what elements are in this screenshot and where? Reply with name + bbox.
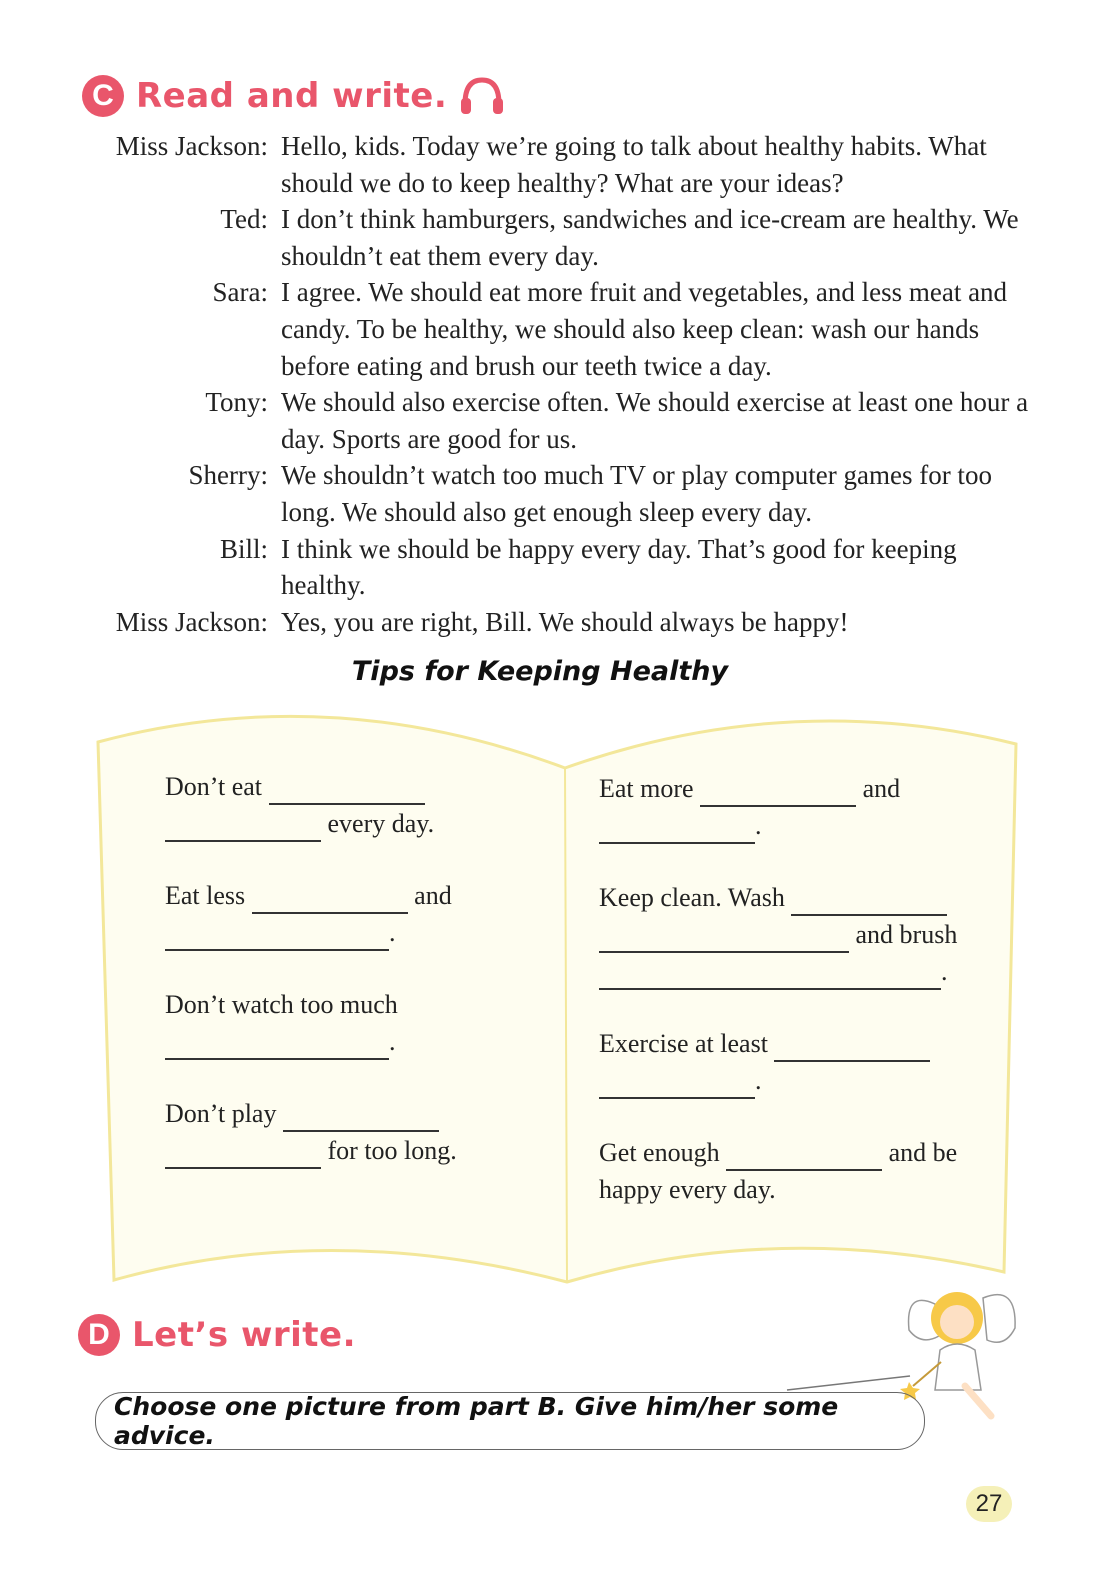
answer-blank[interactable] xyxy=(165,919,389,951)
tip-item xyxy=(165,877,545,951)
speech-text: Hello, kids. Today we’re going to talk about healthy habits. What should we do to keep healthy? What are your ideas? xyxy=(281,131,987,198)
tip-text: Don’t play xyxy=(165,1099,277,1128)
tip-text: . xyxy=(941,957,948,986)
dialogue-line xyxy=(90,274,1050,384)
right-page-tips xyxy=(599,770,999,1243)
answer-blank[interactable] xyxy=(165,810,321,842)
tip-text: and xyxy=(862,774,901,803)
speech-text: Yes, you are right, Bill. We should always be happy! xyxy=(281,606,849,637)
speaker-name: Sherry: xyxy=(188,460,268,491)
tip-text: and be xyxy=(888,1138,958,1167)
headphones-icon[interactable] xyxy=(459,74,505,118)
tip-item xyxy=(599,1025,999,1099)
tip-item xyxy=(165,986,545,1060)
dialogue-line xyxy=(90,128,1050,201)
speech-text: I don’t think hamburgers, sandwiches and ice-cream are healthy. We shouldn’t eat them every day. xyxy=(281,204,1019,271)
page-number: 27 xyxy=(966,1486,1012,1522)
tip-item xyxy=(599,1134,999,1208)
answer-blank[interactable] xyxy=(599,921,849,953)
tip-text: Keep clean. Wash xyxy=(599,883,785,912)
dialogue-line xyxy=(90,201,1050,274)
speaker-name: Sara: xyxy=(212,277,268,308)
answer-blank[interactable] xyxy=(726,1139,882,1171)
dialogue-line xyxy=(90,457,1050,530)
tip-text: Exercise at least xyxy=(599,1029,768,1058)
speaker-name: Ted: xyxy=(220,204,268,235)
answer-blank[interactable] xyxy=(283,1100,439,1132)
left-page-tips xyxy=(165,768,545,1204)
answer-blank[interactable] xyxy=(599,1067,755,1099)
speech-text: I think we should be happy every day. That’s good for keeping healthy. xyxy=(281,533,957,601)
speech-text: I agree. We should eat more fruit and vegetables, and less meat and candy. To be healthy, we should also keep clean: wash our hands before eating and brush our teeth twice a day. xyxy=(281,277,1008,381)
tip-item xyxy=(599,770,999,844)
tip-text: . xyxy=(755,811,762,840)
tip-text: and xyxy=(414,881,452,910)
answer-blank[interactable] xyxy=(774,1030,930,1062)
section-d-title: Let’s write. xyxy=(132,1315,357,1355)
tip-text: . xyxy=(389,918,396,947)
tip-text: happy every day. xyxy=(599,1175,776,1204)
write-instruction: Choose one picture from part B. Give him/her some advice. xyxy=(95,1392,925,1450)
answer-blank[interactable] xyxy=(700,775,856,807)
answer-blank[interactable] xyxy=(791,884,947,916)
answer-blank[interactable] xyxy=(252,882,408,914)
speaker-name: Miss Jackson: xyxy=(115,131,268,161)
answer-blank[interactable] xyxy=(599,812,755,844)
speaker-name: Miss Jackson: xyxy=(115,606,268,637)
tip-text: Eat less xyxy=(165,881,246,910)
section-c-header xyxy=(82,74,505,118)
dialogue xyxy=(90,128,1050,640)
tip-item xyxy=(165,1095,545,1169)
section-c-title: Read and write. xyxy=(136,76,448,116)
tip-text: . xyxy=(755,1066,762,1095)
section-c-badge: C xyxy=(82,75,124,117)
dialogue-line xyxy=(90,604,1050,641)
tip-text: Get enough xyxy=(599,1138,720,1167)
tip-text: . xyxy=(389,1027,396,1056)
section-d-header xyxy=(78,1314,356,1356)
tips-title: Tips for Keeping Healthy xyxy=(351,656,729,687)
dialogue-line xyxy=(90,384,1050,457)
tip-text: and brush xyxy=(855,920,958,949)
speaker-name: Tony: xyxy=(205,387,268,418)
section-d-badge: D xyxy=(78,1314,120,1356)
tip-text: Don’t watch too much xyxy=(165,990,398,1019)
tip-item xyxy=(599,879,999,990)
speech-text: We shouldn’t watch too much TV or play computer games for too long. We should also get enough sleep every day. xyxy=(281,460,992,527)
speaker-name: Bill: xyxy=(219,533,268,564)
speech-text: We should also exercise often. We should exercise at least one hour a day. Sports are good for us. xyxy=(281,387,1029,454)
tip-text: Eat more xyxy=(599,774,694,803)
tip-item xyxy=(165,768,545,842)
answer-blank[interactable] xyxy=(165,1137,321,1169)
tip-text: Don’t eat xyxy=(165,772,262,801)
tip-text: for too long. xyxy=(327,1136,457,1165)
tip-text: every day. xyxy=(327,809,435,838)
dialogue-line xyxy=(90,531,1050,604)
answer-blank[interactable] xyxy=(269,773,425,805)
answer-blank[interactable] xyxy=(165,1028,389,1060)
answer-blank[interactable] xyxy=(599,958,941,990)
